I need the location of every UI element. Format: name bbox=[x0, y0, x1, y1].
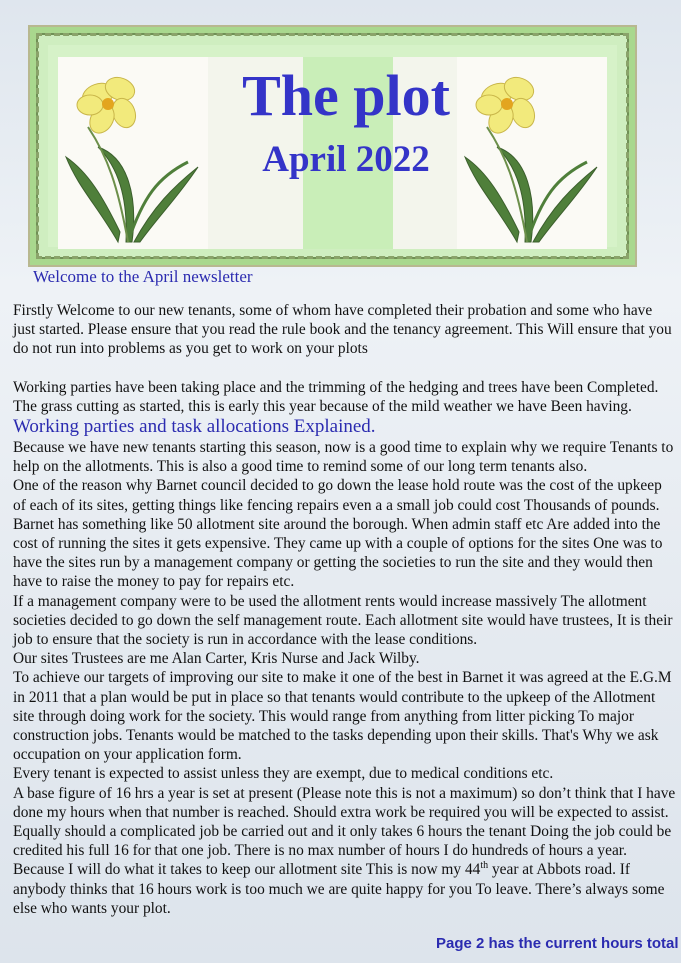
management-paragraph: If a management company were to be used the allotment rents would increase massively The allotment societies decided to go down the self management route. Each allotment site would have trustees, It is their job to ensure that the society is run in accordance with the lease conditions. bbox=[13, 592, 673, 649]
section-heading: Working parties and task allocations Explained. bbox=[13, 416, 376, 438]
hours-paragraph bbox=[13, 784, 677, 918]
new-tenants-paragraph: Because we have new tenants starting this season, now is a good time to explain why we require Tenants to help on the allotments. This is also a good time to remind some of our long term tenants also. bbox=[13, 439, 674, 476]
hours-text-a: A base figure of 16 hrs a year is set at present (Please note this is not a maximum) so don’t think that I have done my hours when that number is reached. Should extra work be required you will be expected to assist. Equally should a complicated job be carried out and it only takes 6 hours the tenant Doing the job could be credited his full 16 for that one job. There is no max number of hours I do hundreds of hours a year. Because I will do what it takes to keep our allotment site This is now my 44 bbox=[13, 784, 676, 879]
trustees-paragraph: Our sites Trustees are me Alan Carter, Kris Nurse and Jack Wilby. bbox=[13, 650, 420, 668]
welcome-heading: Welcome to the April newsletter bbox=[33, 267, 253, 286]
primrose-image-right bbox=[457, 57, 607, 249]
page-2-note: Page 2 has the current hours total bbox=[436, 935, 679, 952]
primrose-image-left bbox=[58, 57, 208, 249]
exempt-paragraph: Every tenant is expected to assist unless they are exempt, due to medical conditions etc. bbox=[13, 765, 554, 783]
targets-paragraph: To achieve our targets of improving our site to make it one of the best in Barnet it was agreed at the E.G.M in 2011 that a plan would be put in place so that tenants would contribute to the upkeep of the Allotment site through doing work for the society. This would range from anything from litter picking To major construction jobs. Tenants would be matched to the tasks depending upon their skills. That's Why we ask occupation on your application form. bbox=[13, 669, 672, 764]
newsletter-date: April 2022 bbox=[262, 139, 430, 180]
working-parties-paragraph: Working parties have been taking place and the trimming of the hedging and trees have been Completed. The grass cutting as started, this is early this year because of the mild weather we have Been having. bbox=[13, 378, 659, 415]
header-banner bbox=[30, 27, 635, 265]
lease-hold-paragraph: One of the reason why Barnet council decided to go down the lease hold route was the cost of the upkeep of each of its sites, getting things like fencing repairs even a a small job could cost Thousands of pounds. Barnet has something like 50 allotment site around the borough. When admin staff etc Are added into the cost of running the sites it gets expensive. They came up with a couple of options for the sites One was to have the sites run by a management company or getting the societies to run the site and they would then have to raise the money to pay for repairs etc. bbox=[13, 477, 663, 591]
ordinal-suffix: th bbox=[480, 860, 489, 872]
intro-paragraph: Firstly Welcome to our new tenants, some of whom have completed their probation and some who have just started. Please ensure that you read the rule book and the tenancy agreement. This Will ensure that you do not run into problems as you get to work on your plots bbox=[13, 302, 672, 358]
hours-text-b: year at Abbots road. If anybody thinks that 16 hours work is too much we are quite happy for you To leave. There’s always some else who wants your plot. bbox=[13, 861, 665, 917]
primrose-flower-icon bbox=[58, 57, 208, 249]
primrose-flower-icon bbox=[457, 57, 607, 249]
newsletter-title: The plot bbox=[242, 63, 450, 128]
newsletter-body bbox=[13, 301, 677, 918]
